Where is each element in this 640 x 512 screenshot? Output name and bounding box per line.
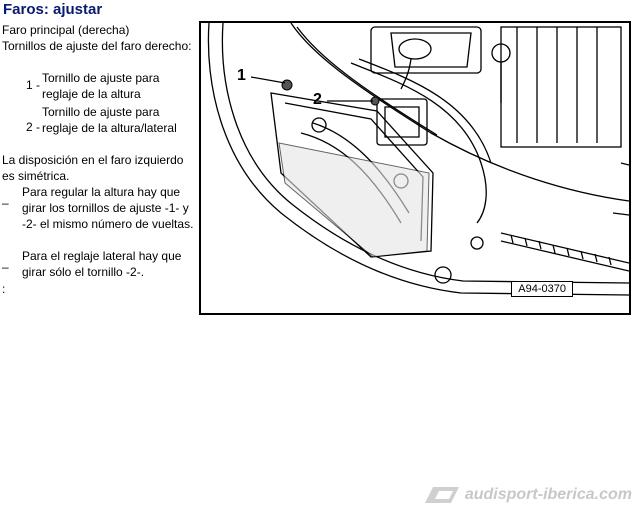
trailing-colon: :	[2, 282, 6, 296]
bullet-text: Para regular la altura hay que girar los tornillos de ajuste -1- y -2- el mismo número de vueltas.	[22, 185, 194, 231]
item-number: 2 -	[25, 120, 40, 134]
callout-2: 2	[313, 91, 322, 108]
diagram-drawing	[201, 23, 629, 313]
intro-line-2: Tornillos de ajuste del faro derecho:	[2, 39, 192, 53]
intro-line: Faro principal (derecha)	[2, 23, 130, 37]
bullet-dash: –	[2, 196, 9, 210]
figure-label: A94-0370	[511, 281, 573, 297]
watermark-text: audisport-iberica.com	[464, 486, 632, 503]
list-item-2	[2, 104, 192, 136]
item-text: Tornillo de ajuste para reglaje de la altura	[42, 71, 160, 101]
watermark-logo-icon	[425, 487, 459, 503]
watermark	[425, 486, 632, 504]
item-text: Tornillo de ajuste para reglaje de la altura/lateral	[42, 105, 177, 135]
list-item-1	[2, 70, 192, 102]
callout-1: 1	[237, 67, 246, 84]
symmetry-note: La disposición en el faro izquierdo es simétrica.	[2, 153, 184, 183]
bullet-item-2	[2, 248, 194, 280]
page-title: Faros: ajustar	[3, 1, 103, 18]
bullet-text: Para el reglaje lateral hay que girar sólo el tornillo -2-.	[22, 249, 182, 279]
bullet-dash: –	[2, 260, 9, 274]
headlight-diagram	[199, 21, 631, 315]
bullet-item-1	[2, 184, 194, 232]
item-number: 1 -	[25, 78, 40, 92]
